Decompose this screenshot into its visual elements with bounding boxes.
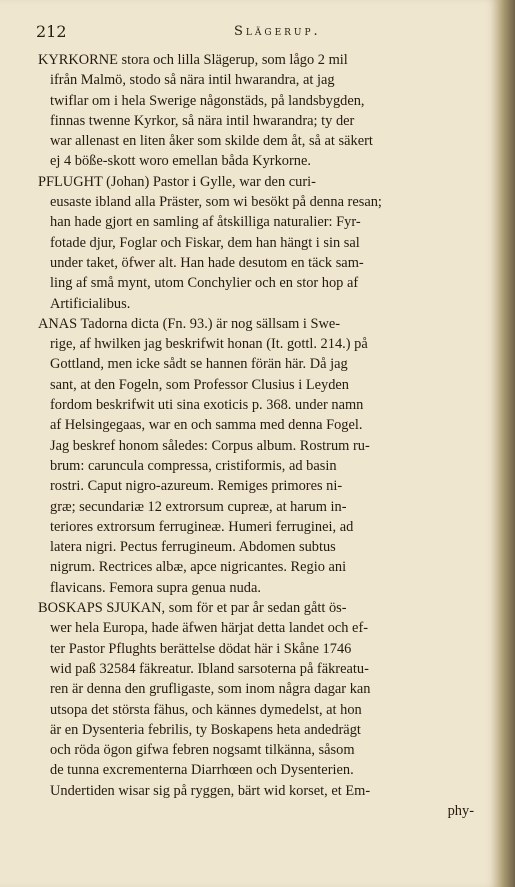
text-line: PFLUGHT (Johan) Pastor i Gylle, war den curi- — [38, 173, 316, 190]
text-line: brum: caruncula compressa, cristiformis, ad basin — [50, 457, 337, 474]
text-line: Artificialibus. — [50, 295, 131, 312]
text-line: utsopa det största fähus, och kännes dymedelst, at hon — [50, 701, 362, 718]
text-line: Gottland, men icke sådt se hannen förän här. Då jag — [50, 356, 348, 373]
text-line: fotade djur, Foglar och Fiskar, dem han hängt i sin sal — [50, 234, 360, 251]
page-number: 212 — [36, 22, 67, 41]
text-line: rostri. Caput nigro-azureum. Remiges primores ni- — [50, 478, 343, 495]
text-line: ANAS Tadorna dicta (Fn. 93.) är nog sällsam i Swe- — [38, 315, 341, 332]
text-line: ling af små mynt, utom Conchylier och en stor hop af — [50, 275, 359, 292]
entry-kyrkorne — [38, 50, 480, 172]
entry-anas — [38, 314, 480, 598]
text-line: Undertiden wisar sig på ryggen, bärt wid korset, et Em- — [50, 782, 371, 799]
page-header — [36, 22, 476, 42]
text-line: eusaste ibland alla Präster, som wi besökt på denna resan; — [50, 194, 382, 211]
text-line: är en Dysenteria febrilis, ty Boskapens heta andedrägt — [50, 721, 361, 738]
entry-boskaps-sjukan — [38, 598, 480, 821]
text-line: ter Pastor Pflughts berättelse dödat här i Skåne 1746 — [50, 640, 352, 657]
text-body — [38, 50, 480, 821]
text-line: ren är denna den grufligaste, som inom några dagar kan — [50, 681, 371, 698]
text-line: finnas twenne Kyrkor, så nära intil hwarandra; ty der — [50, 112, 355, 129]
text-line: wer hela Europa, hade äfwen härjat detta landet och ef- — [50, 620, 369, 637]
text-line: wid paß 32584 fäkreatur. Ibland sarsoterna på fäkreatu- — [50, 660, 369, 677]
running-title: Slägerup. — [234, 24, 321, 39]
text-line: BOSKAPS SJUKAN, som för et par år sedan gått ös- — [38, 600, 347, 617]
text-line: græ; secundariæ 12 extrorsum cupreæ, at harum in- — [50, 498, 347, 515]
text-line: rige, af hwilken jag beskrifwit honan (It. gottl. 214.) på — [50, 336, 368, 353]
text-line: de tunna excrementerna Diarrhœen och Dysenterien. — [50, 762, 354, 779]
text-line: war allenast en liten åker som skilde dem åt, så at säkert — [50, 133, 373, 150]
text-line: teriores extrorsum ferrugineæ. Humeri ferruginei, ad — [50, 518, 354, 535]
page-edge — [498, 0, 515, 887]
text-line: fordom beskrifwit uti sina exoticis p. 368. under namn — [50, 397, 364, 414]
text-line: sant, at den Fogeln, som Professor Clusius i Leyden — [50, 376, 349, 393]
text-line: KYRKORNE stora och lilla Slägerup, som lågo 2 mil — [38, 52, 348, 68]
text-line: under taket, öfwer alt. Han hade desutom en täck sam- — [50, 254, 364, 271]
entry-pflught — [38, 172, 480, 314]
catchword: phy- — [447, 802, 474, 819]
text-line: ifrån Malmö, stodo så nära intil hwarandra, at jag — [50, 72, 335, 89]
text-line: latera nigri. Pectus ferrugineum. Abdomen subtus — [50, 539, 336, 556]
text-line: nigrum. Rectrices albæ, apce nigricantes. Regio ani — [50, 559, 347, 576]
text-line: Jag beskref honom således: Corpus album. Rostrum ru- — [50, 437, 370, 454]
text-line: twiflar om i hela Swerige någonstäds, på landsbygden, — [50, 92, 365, 109]
text-line: han hade gjort en samling af åtskilliga naturalier: Fyr- — [50, 214, 361, 231]
text-line: af Helsingegaas, war en och samma med denna Fogel. — [50, 417, 363, 434]
text-line: flavicans. Femora supra genua nuda. — [50, 579, 261, 596]
text-line: och röda ögon gifwa febren nogsamt tilkänna, såsom — [50, 742, 355, 759]
text-line: ej 4 böße-skott woro emellan båda Kyrkorne. — [50, 153, 311, 170]
